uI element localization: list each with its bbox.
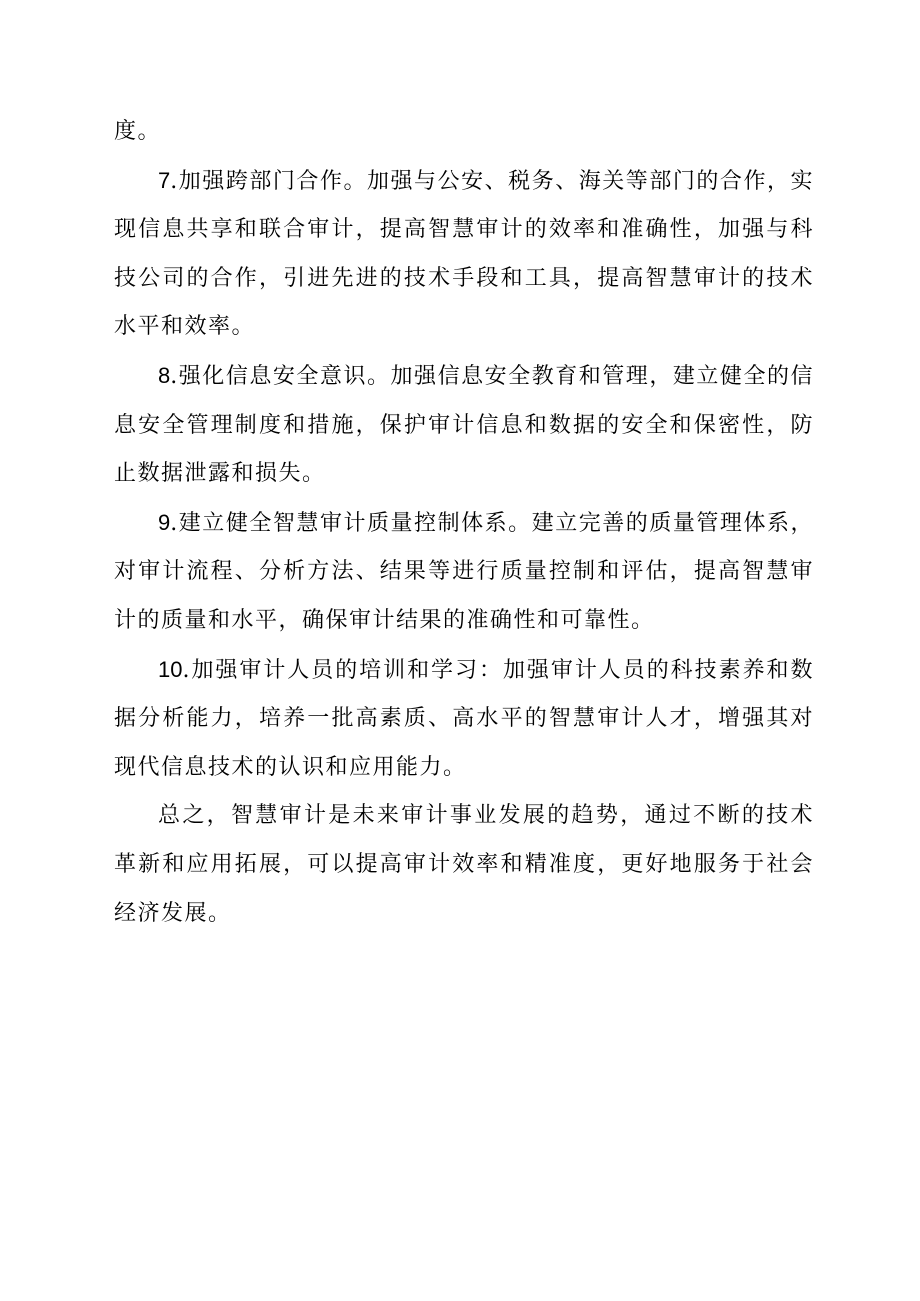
continuation-paragraph <box>114 108 814 157</box>
paragraph-item-8 <box>114 352 814 499</box>
document-body <box>114 108 814 938</box>
paragraph-text: .强化信息安全意识。加强信息安全教育和管理，建立健全的信息安全管理制度和措施，保护审计信息和数据的安全和保密性，防止数据泄露和损失。 <box>114 363 814 487</box>
paragraph-text: .加强审计人员的培训和学习：加强审计人员的科技素养和数据分析能力，培养一批高素质、高水平的智慧审计人才，增强其对现代信息技术的认识和应用能力。 <box>114 657 814 780</box>
paragraph-item-7 <box>114 157 814 352</box>
item-number: 7 <box>158 167 171 193</box>
summary-paragraph <box>114 792 814 938</box>
paragraph-text: 度。 <box>114 119 162 144</box>
item-number: 9 <box>158 509 171 535</box>
paragraph-text: 总之，智慧审计是未来审计事业发展的趋势，通过不断的技术革新和应用拓展，可以提高审计效率和精准度，更好地服务于社会经济发展。 <box>114 803 814 926</box>
paragraph-item-9 <box>114 499 814 646</box>
item-number: 10 <box>158 656 183 682</box>
paragraph-text: .加强跨部门合作。加强与公安、税务、海关等部门的合作，实现信息共享和联合审计，提高智慧审计的效率和准确性，加强与科技公司的合作，引进先进的技术手段和工具，提高智慧审计的技术水平和效率。 <box>114 168 814 340</box>
paragraph-text: .建立健全智慧审计质量控制体系。建立完善的质量管理体系，对审计流程、分析方法、结果等进行质量控制和评估，提高智慧审计的质量和水平，确保审计结果的准确性和可靠性。 <box>114 510 814 633</box>
item-number: 8 <box>158 362 171 388</box>
paragraph-item-10 <box>114 646 814 793</box>
